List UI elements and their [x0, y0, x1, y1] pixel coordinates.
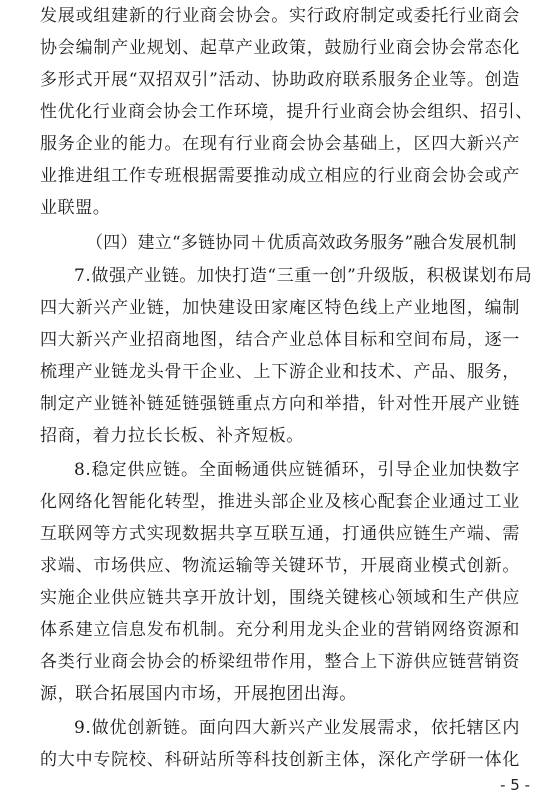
text-line: 多形式开展“双招双引”活动、协助政府联系服务企业等。创造 — [40, 70, 520, 90]
text-line: 源，联合拓展国内市场，开展抱团出海。 — [40, 684, 357, 704]
text-line: 化网络化智能化转型，推进头部企业及核心配套企业通过工业 — [40, 492, 520, 512]
text-line: 协会编制产业规划、起草产业政策，鼓励行业商会协会常态化 — [40, 38, 520, 58]
text-line: 求端、市场供应、物流运输等关键环节，开展商业模式创新。 — [40, 556, 520, 576]
text-line: 体系建立信息发布机制。充分利用龙头企业的营销网络资源和 — [40, 620, 520, 640]
text-line: 发展或组建新的行业商会协会。实行政府制定或委托行业商会 — [40, 6, 520, 26]
text-line: 的大中专院校、科研站所等科技创新主体，深化产学研一体化 — [40, 750, 520, 770]
text-line: 9.做优创新链。面向四大新兴产业发展需求，依托辖区内 — [74, 718, 520, 738]
text-line: 互联网等方式实现数据共享互联互通，打通供应链生产端、需 — [40, 524, 520, 544]
text-line: 业推进组工作专班根据需要推动成立相应的行业商会协会或产 — [40, 166, 520, 186]
page-number: - 5 - — [500, 776, 530, 794]
text-line: 制定产业链补链延链强链重点方向和举措，针对性开展产业链 — [40, 394, 520, 414]
text-line: 四大新兴产业招商地图，结合产业总体目标和空间布局，逐一 — [40, 330, 520, 350]
text-line: 招商，着力拉长长板、补齐短板。 — [40, 426, 304, 446]
text-line: 7.做强产业链。加快打造“三重一创”升级版，积极谋划布局 — [74, 266, 533, 286]
text-line: 8.稳定供应链。全面畅通供应链循环，引导企业加快数字 — [74, 460, 520, 480]
text-line: 四大新兴产业链，加快建设田家庵区特色线上产业地图，编制 — [40, 298, 520, 318]
text-line: 业联盟。 — [40, 198, 111, 218]
section-heading: （四）建立“多链协同＋优质高效政务服务”融合发展机制 — [86, 233, 517, 253]
text-line: 各类行业商会协会的桥梁纽带作用，整合上下游供应链营销资 — [40, 652, 520, 672]
text-line: 性优化行业商会协会工作环境，提升行业商会协会组织、招引、 — [40, 102, 533, 122]
text-line: 梳理产业链龙头骨干企业、上下游企业和技术、产品、服务， — [40, 362, 520, 382]
text-line: 实施企业供应链共享开放计划，围绕关键核心领域和生产供应 — [40, 588, 520, 608]
text-line: 服务企业的能力。在现有行业商会协会基础上，区四大新兴产 — [40, 134, 520, 154]
